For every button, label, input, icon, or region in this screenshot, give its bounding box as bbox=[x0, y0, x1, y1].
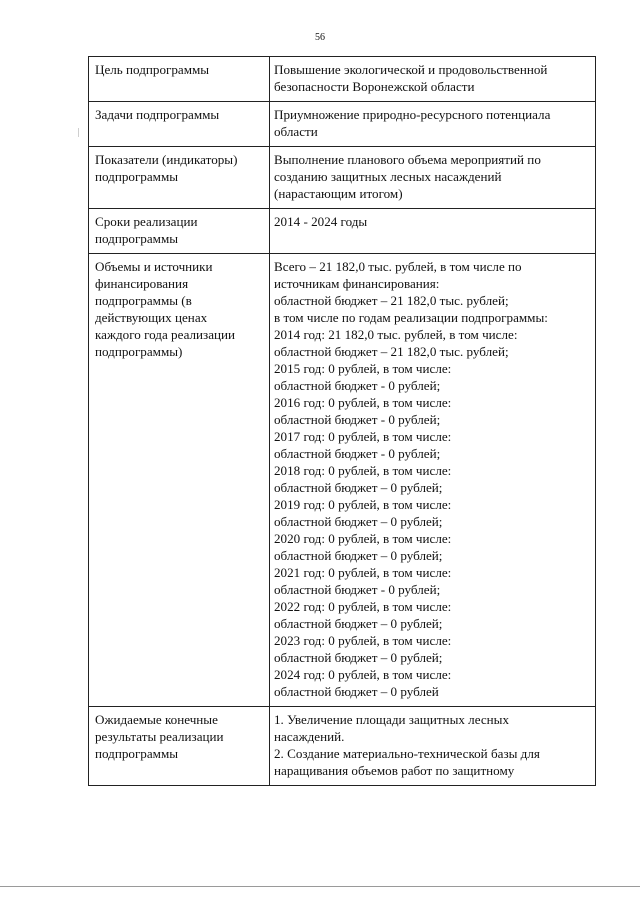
passport-row bbox=[89, 707, 596, 786]
row-label-line: действующих ценах bbox=[95, 310, 208, 325]
row-label-cell bbox=[89, 147, 270, 209]
row-label-line: подпрограммы bbox=[95, 746, 179, 761]
row-value-line: 2024 год: 0 рублей, в том числе: bbox=[274, 667, 452, 682]
row-value-line: 2017 год: 0 рублей, в том числе: bbox=[274, 429, 452, 444]
subprogram-passport-table bbox=[88, 56, 596, 786]
row-value-line: областной бюджет – 0 рублей; bbox=[274, 616, 443, 631]
row-value-line: Приумножение природно-ресурсного потенциала bbox=[274, 107, 551, 122]
row-value-line: областной бюджет - 0 рублей; bbox=[274, 446, 441, 461]
row-value-line: областной бюджет – 0 рублей; bbox=[274, 514, 443, 529]
row-value-cell bbox=[270, 254, 596, 707]
row-value-line: области bbox=[274, 124, 318, 139]
row-value-cell bbox=[270, 57, 596, 102]
row-value-line: 2022 год: 0 рублей, в том числе: bbox=[274, 599, 452, 614]
row-value-line: безопасности Воронежской области bbox=[274, 79, 475, 94]
row-value-line: (нарастающим итогом) bbox=[274, 186, 403, 201]
row-value-line: областной бюджет - 0 рублей; bbox=[274, 412, 441, 427]
row-value-line: областной бюджет – 21 182,0 тыс. рублей; bbox=[274, 293, 509, 308]
row-value-line: 2015 год: 0 рублей, в том числе: bbox=[274, 361, 452, 376]
row-label-cell bbox=[89, 209, 270, 254]
row-label-cell bbox=[89, 102, 270, 147]
passport-row bbox=[89, 209, 596, 254]
row-label-cell bbox=[89, 57, 270, 102]
row-label-line: Объемы и источники bbox=[95, 259, 213, 274]
row-label-line: подпрограммы (в bbox=[95, 293, 192, 308]
passport-row bbox=[89, 254, 596, 707]
row-label-line: Показатели (индикаторы) bbox=[95, 152, 238, 167]
row-label-cell bbox=[89, 254, 270, 707]
row-label-line: Цель подпрограммы bbox=[95, 62, 210, 77]
passport-row bbox=[89, 102, 596, 147]
row-value-line: областной бюджет – 21 182,0 тыс. рублей; bbox=[274, 344, 509, 359]
row-value-line: областной бюджет – 0 рублей bbox=[274, 684, 439, 699]
row-value-line: созданию защитных лесных насаждений bbox=[274, 169, 502, 184]
row-label-line: подпрограммы bbox=[95, 169, 179, 184]
row-value-line: 2021 год: 0 рублей, в том числе: bbox=[274, 565, 452, 580]
row-label-line: Ожидаемые конечные bbox=[95, 712, 218, 727]
scan-artifact-mark bbox=[78, 128, 79, 137]
row-value-line: областной бюджет – 0 рублей; bbox=[274, 650, 443, 665]
row-value-line: 2023 год: 0 рублей, в том числе: bbox=[274, 633, 452, 648]
row-value-line: 2014 - 2024 годы bbox=[274, 214, 368, 229]
row-value-line: 2014 год: 21 182,0 тыс. рублей, в том числе: bbox=[274, 327, 518, 342]
row-value-line: источникам финансирования: bbox=[274, 276, 440, 291]
row-label-line: Задачи подпрограммы bbox=[95, 107, 220, 122]
row-value-line: Повышение экологической и продовольственной bbox=[274, 62, 548, 77]
row-label-line: подпрограммы) bbox=[95, 344, 183, 359]
row-value-line: областной бюджет - 0 рублей; bbox=[274, 582, 441, 597]
page-bottom-rule bbox=[0, 886, 640, 887]
page-number: 56 bbox=[315, 32, 325, 43]
row-value-line: 2020 год: 0 рублей, в том числе: bbox=[274, 531, 452, 546]
row-value-cell bbox=[270, 102, 596, 147]
row-label-cell bbox=[89, 707, 270, 786]
row-value-line: наращивания объемов работ по защитному bbox=[274, 763, 515, 778]
row-value-line: Всего – 21 182,0 тыс. рублей, в том числе по bbox=[274, 259, 522, 274]
row-label-line: подпрограммы bbox=[95, 231, 179, 246]
row-value-line: 1. Увеличение площади защитных лесных bbox=[274, 712, 510, 727]
row-value-line: насаждений. bbox=[274, 729, 345, 744]
row-label-line: результаты реализации bbox=[95, 729, 224, 744]
row-value-line: в том числе по годам реализации подпрограммы: bbox=[274, 310, 548, 325]
row-label-line: каждого года реализации bbox=[95, 327, 236, 342]
row-label-line: финансирования bbox=[95, 276, 189, 291]
row-label-line: Сроки реализации bbox=[95, 214, 198, 229]
row-value-cell bbox=[270, 707, 596, 786]
row-value-line: 2. Создание материально-технической базы для bbox=[274, 746, 540, 761]
row-value-cell bbox=[270, 209, 596, 254]
passport-row bbox=[89, 57, 596, 102]
row-value-line: Выполнение планового объема мероприятий по bbox=[274, 152, 541, 167]
row-value-line: 2018 год: 0 рублей, в том числе: bbox=[274, 463, 452, 478]
row-value-line: областной бюджет – 0 рублей; bbox=[274, 480, 443, 495]
passport-row bbox=[89, 147, 596, 209]
row-value-cell bbox=[270, 147, 596, 209]
row-value-line: 2019 год: 0 рублей, в том числе: bbox=[274, 497, 452, 512]
row-value-line: 2016 год: 0 рублей, в том числе: bbox=[274, 395, 452, 410]
row-value-line: областной бюджет - 0 рублей; bbox=[274, 378, 441, 393]
passport-table-body bbox=[89, 57, 596, 786]
row-value-line: областной бюджет – 0 рублей; bbox=[274, 548, 443, 563]
